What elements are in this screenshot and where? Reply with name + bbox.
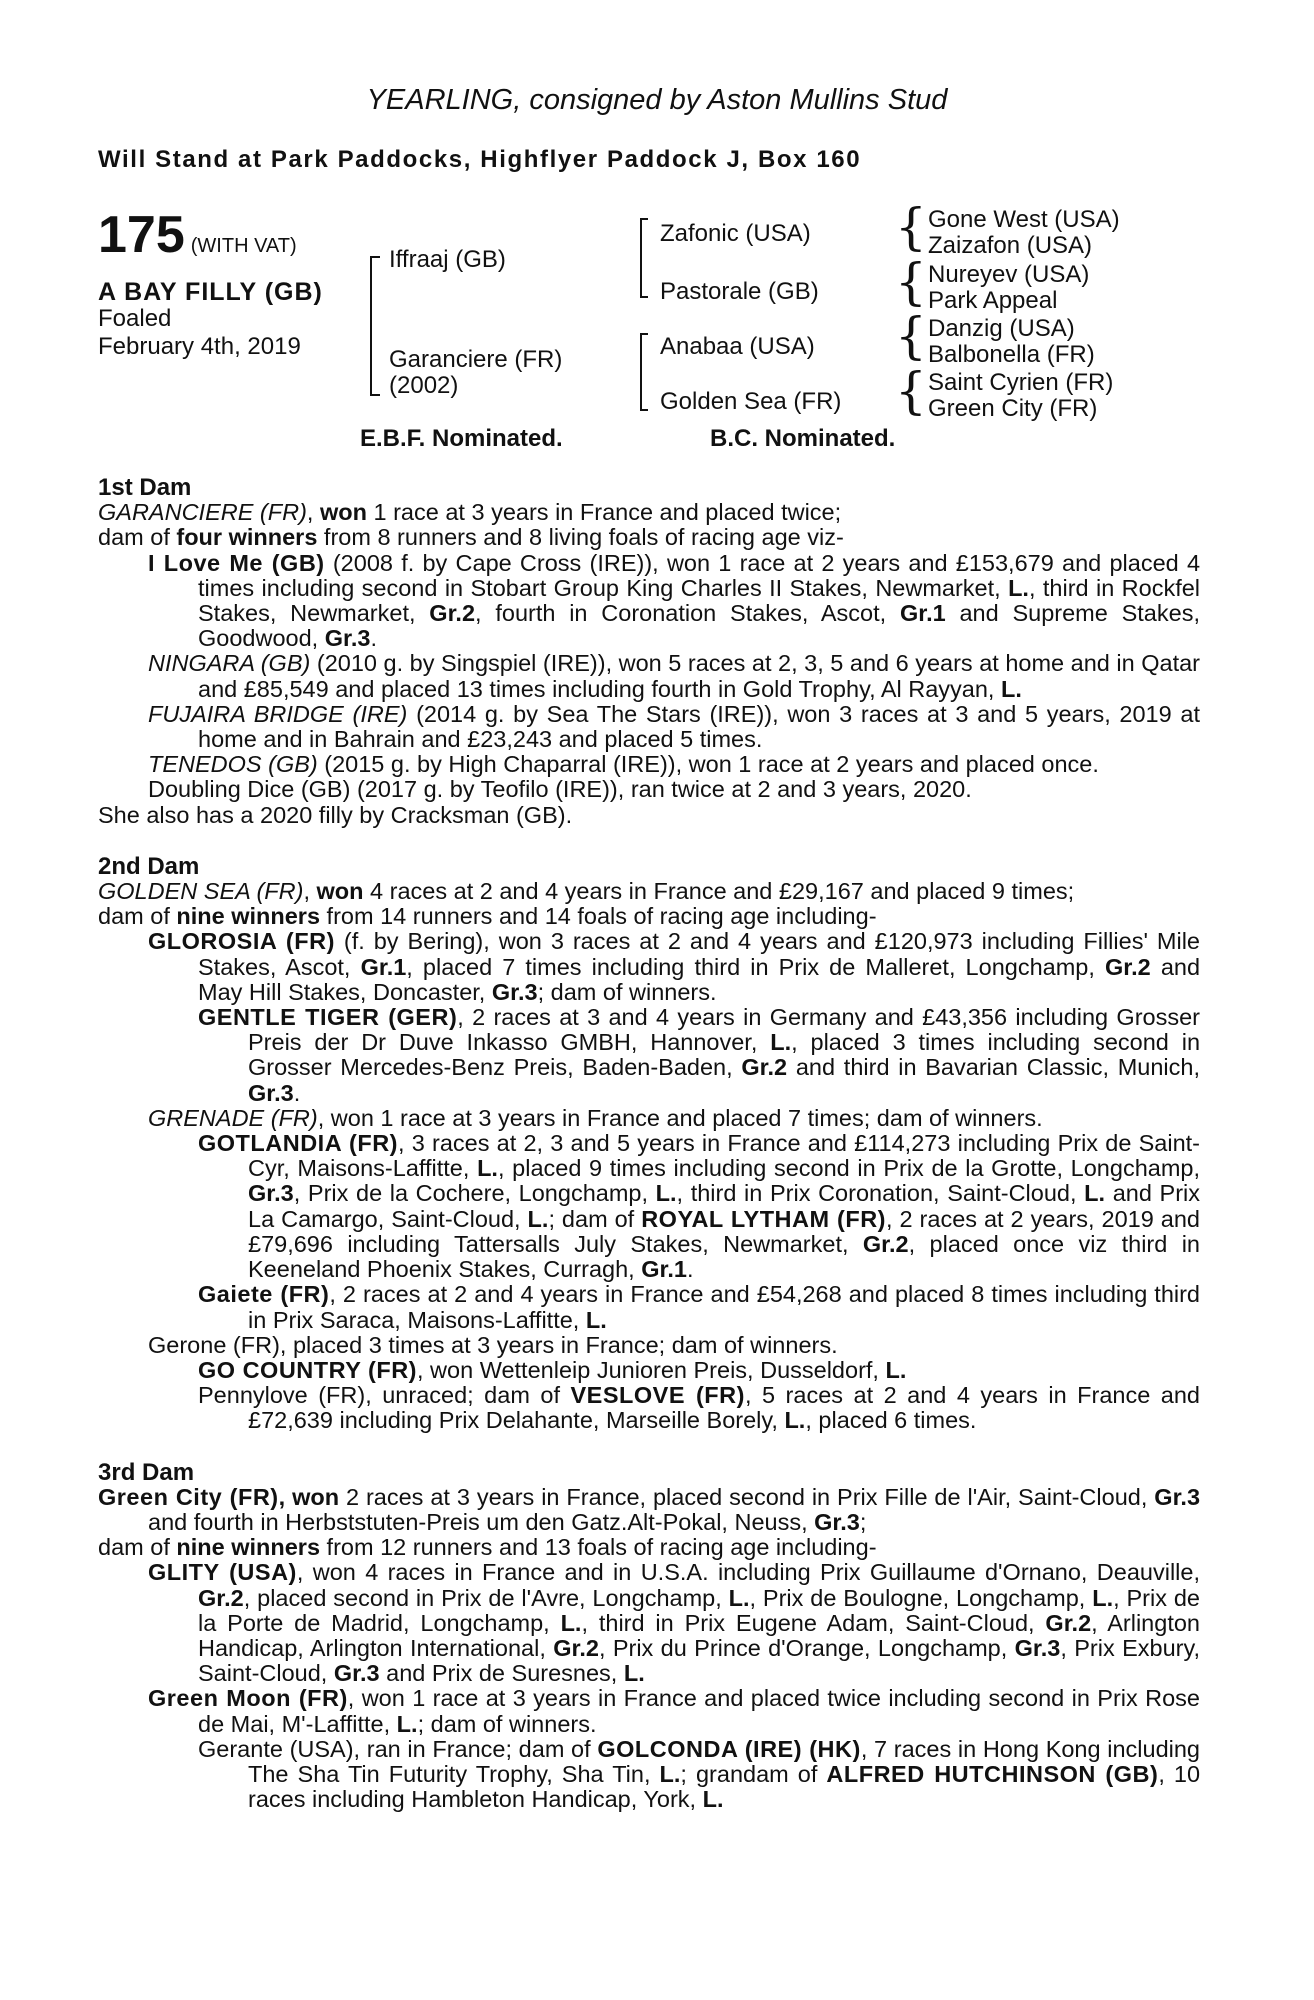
progeny-name: Green Moon (FR)	[148, 1685, 348, 1712]
progeny-name: GOTLANDIA (FR)	[198, 1130, 398, 1157]
bc-nominated: B.C. Nominated.	[710, 425, 896, 452]
progeny-name: FUJAIRA BRIDGE (IRE)	[148, 700, 408, 727]
progeny-entry: Green Moon (FR), won 1 race at 3 years in France and placed twice including second in Prix Rose de Mai, M'-Laffitte, L.; dam of winners.	[148, 1685, 1200, 1737]
ped-sire-dam: Pastorale (GB)	[660, 278, 819, 305]
ped-sire-sire: Zafonic (USA)	[660, 220, 811, 247]
progeny-name: Gaiete (FR)	[198, 1281, 330, 1308]
pedigree-brace	[370, 256, 380, 396]
progeny-name: I Love Me (GB)	[148, 549, 325, 576]
dam-of-line: dam of four winners from 8 runners and 8 living foals of racing age viz-	[98, 524, 844, 551]
progeny-entry: GLITY (USA), won 4 races in France and in U.S.A. including Prix Guillaume d'Ornano, Deauville, Gr.2, placed second in Prix de l'Avre, Longchamp, L., Prix de Boulogne, Longchamp, L., Prix de la Porte de Madrid, Longchamp, L., third in Prix Eugene Adam, Saint-Cloud, Gr.2, Arlington Handicap, Arlington International, Gr.2, Prix du Prince d'Orange, Longchamp, Gr.3, Prix Exbury, Saint-Cloud, Gr.3 and Prix de Suresnes, L.	[148, 1559, 1201, 1687]
foaled-label: Foaled	[98, 305, 172, 332]
dam-of-line: dam of nine winners from 12 runners and 13 foals of racing age including-	[98, 1534, 877, 1561]
ped-g3: Green City (FR)	[928, 395, 1098, 422]
progeny-entry: Gaiete (FR), 2 races at 2 and 4 years in France and £54,268 and placed 8 times including third in Prix Saraca, Maisons-Laffitte, L.	[198, 1281, 1201, 1333]
section-heading: 2nd Dam	[98, 852, 200, 880]
won-label: won	[316, 878, 364, 905]
progeny-name: GENTLE TIGER (GER)	[198, 1004, 458, 1031]
winners-count: nine winners	[176, 903, 321, 930]
winners-count: nine winners	[176, 1534, 321, 1561]
foaled-date: February 4th, 2019	[98, 333, 301, 360]
progeny-entry: Pennylove (FR), unraced; dam of VESLOVE (FR), 5 races at 2 and 4 years in France and £72,639 including Prix Delahante, Marseille Borely, L., placed 6 times.	[198, 1382, 1201, 1434]
progeny-entry: GO COUNTRY (FR), won Wettenleip Junioren Preis, Dusseldorf, L.	[198, 1356, 907, 1383]
dam-name: Green City (FR)	[98, 1483, 279, 1510]
brace-curl: {	[895, 307, 927, 365]
progeny-name: GRENADE (FR)	[148, 1104, 318, 1131]
progeny-entry: Gerante (USA), ran in France; dam of GOLCONDA (IRE) (HK), 7 races in Hong Kong including The Sha Tin Futurity Trophy, Sha Tin, L.; grandam of ALFRED HUTCHINSON (GB), 10 races including Hambleton Handicap, York, L.	[198, 1735, 1201, 1813]
ped-dam-dam: Golden Sea (FR)	[660, 388, 842, 415]
progeny-name: NINGARA (GB)	[148, 650, 311, 677]
won-label: , won	[278, 1483, 340, 1510]
dam-intro: GOLDEN SEA (FR), won 4 races at 2 and 4 years in France and £29,167 and placed 9 times;	[98, 878, 1075, 905]
lot-number-block	[98, 205, 297, 265]
progeny-entry: Gerone (FR), placed 3 times at 3 years in France; dam of winners.	[148, 1331, 838, 1358]
progeny-name: GO COUNTRY (FR)	[198, 1356, 417, 1383]
pedigree-brace	[640, 333, 648, 411]
progeny-entry: I Love Me (GB) (2008 f. by Cape Cross (IRE)), won 1 race at 2 years and £153,679 and placed 4 times including second in Stobart Group King Charles II Stakes, Newmarket, L., third in Rockfel Stakes, Newmarket, Gr.2, fourth in Coronation Stakes, Ascot, Gr.1 and Supreme Stakes, Goodwood, Gr.3.	[148, 549, 1201, 652]
page-title: YEARLING, consigned by Aston Mullins Stud	[366, 84, 948, 116]
dam-intro: GARANCIERE (FR), won 1 race at 3 years in France and placed twice;	[98, 499, 842, 526]
ebf-nominated: E.B.F. Nominated.	[360, 425, 563, 452]
also-has-line: She also has a 2020 filly by Cracksman (GB).	[98, 801, 573, 828]
progeny-entry: GRENADE (FR), won 1 race at 3 years in France and placed 7 times; dam of winners.	[148, 1104, 1043, 1131]
progeny-entry: GENTLE TIGER (GER), 2 races at 3 and 4 years in Germany and £43,356 including Grosser Preis der Dr Duve Inkasso GMBH, Hannover, L., placed 3 times including second in Grosser Mercedes-Benz Preis, Baden-Baden, Gr.2 and third in Bavarian Classic, Munich, Gr.3.	[198, 1004, 1201, 1106]
progeny-name: ALFRED HUTCHINSON (GB)	[826, 1760, 1159, 1787]
progeny-name: VESLOVE (FR)	[570, 1382, 745, 1409]
progeny-name: GLITY (USA)	[148, 1559, 297, 1586]
progeny-name: GOLCONDA (IRE) (HK)	[597, 1735, 861, 1762]
progeny-entry: GOTLANDIA (FR), 3 races at 2, 3 and 5 years in France and £114,273 including Prix de Saint-Cyr, Maisons-Laffitte, L., placed 9 times including second in Prix de la Grotte, Longchamp, Gr.3, Prix de la Cochere, Longchamp, L., third in Prix Coronation, Saint-Cloud, L. and Prix La Camargo, Saint-Cloud, L.; dam of ROYAL LYTHAM (FR), 2 races at 2 years, 2019 and £79,696 including Tattersalls July Stakes, Newmarket, Gr.2, placed once viz third in Keeneland Phoenix Stakes, Curragh, Gr.1.	[198, 1130, 1201, 1283]
pedigree-brace	[640, 218, 648, 298]
ped-dam-year: (2002)	[389, 372, 459, 399]
ped-dam-sire: Anabaa (USA)	[660, 333, 815, 360]
progeny-entry: FUJAIRA BRIDGE (IRE) (2014 g. by Sea The Stars (IRE)), won 3 races at 3 and 5 years, 2019 at home and in Bahrain and £23,243 and placed 5 times.	[148, 700, 1200, 753]
horse-name: A BAY FILLY (GB)	[98, 278, 323, 306]
section-heading: 3rd Dam	[98, 1458, 195, 1486]
brace-curl: {	[895, 362, 927, 420]
dam-intro: Green City (FR), won 2 races at 3 years in France, placed second in Prix Fille de l'Air, Saint-Cloud, Gr.3 and fourth in Herbststuten-Preis um den Gatz.Alt-Pokal, Neuss, Gr.3;	[98, 1483, 1201, 1535]
progeny-entry: TENEDOS (GB) (2015 g. by High Chaparral (IRE)), won 1 race at 2 years and placed once.	[148, 751, 1099, 778]
dam-name: GARANCIERE (FR)	[98, 499, 307, 526]
ped-g3: Balbonella (FR)	[928, 341, 1095, 368]
progeny-name: ROYAL LYTHAM (FR)	[641, 1205, 887, 1232]
brace-curl: {	[895, 253, 927, 311]
ped-g3: Park Appeal	[928, 287, 1058, 314]
ped-g3: Saint Cyrien (FR)	[928, 369, 1114, 396]
ped-g3: Danzig (USA)	[928, 315, 1075, 342]
progeny-entry: Doubling Dice (GB) (2017 g. by Teofilo (IRE)), ran twice at 2 and 3 years, 2020.	[148, 776, 972, 803]
progeny-entry: GLOROSIA (FR) (f. by Bering), won 3 races at 2 and 4 years and £120,973 including Fillies' Mile Stakes, Ascot, Gr.1, placed 7 times including third in Prix de Malleret, Longchamp, Gr.2 and May Hill Stakes, Doncaster, Gr.3; dam of winners.	[148, 928, 1201, 1005]
ped-dam: Garanciere (FR)	[389, 346, 563, 373]
section-heading: 1st Dam	[98, 474, 192, 501]
won-label: won	[319, 499, 367, 526]
progeny-name: GLOROSIA (FR)	[148, 928, 335, 955]
foaled-block	[98, 305, 301, 361]
dam-name: GOLDEN SEA (FR)	[98, 878, 304, 905]
winners-count: four winners	[176, 524, 318, 551]
dam-of-line: dam of nine winners from 14 runners and 14 foals of racing age including-	[98, 903, 877, 930]
progeny-name: TENEDOS (GB)	[148, 751, 318, 778]
first-dam-section	[98, 475, 1200, 1812]
ped-g3: Gone West (USA)	[928, 206, 1120, 233]
lot-number: 175	[98, 206, 185, 264]
progeny-entry: NINGARA (GB) (2010 g. by Singspiel (IRE)), won 5 races at 2, 3, 5 and 6 years at home and in Qatar and £85,549 and placed 13 times including fourth in Gold Trophy, Al Rayyan, L.	[148, 650, 1201, 702]
brace-curl: {	[895, 198, 927, 256]
ped-g3: Nureyev (USA)	[928, 261, 1090, 288]
vat-label: (WITH VAT)	[190, 235, 297, 257]
ped-g3: Zaizafon (USA)	[928, 232, 1093, 259]
stand-location: Will Stand at Park Paddocks, Highflyer Paddock J, Box 160	[98, 146, 862, 173]
ped-sire: Iffraaj (GB)	[389, 246, 506, 273]
